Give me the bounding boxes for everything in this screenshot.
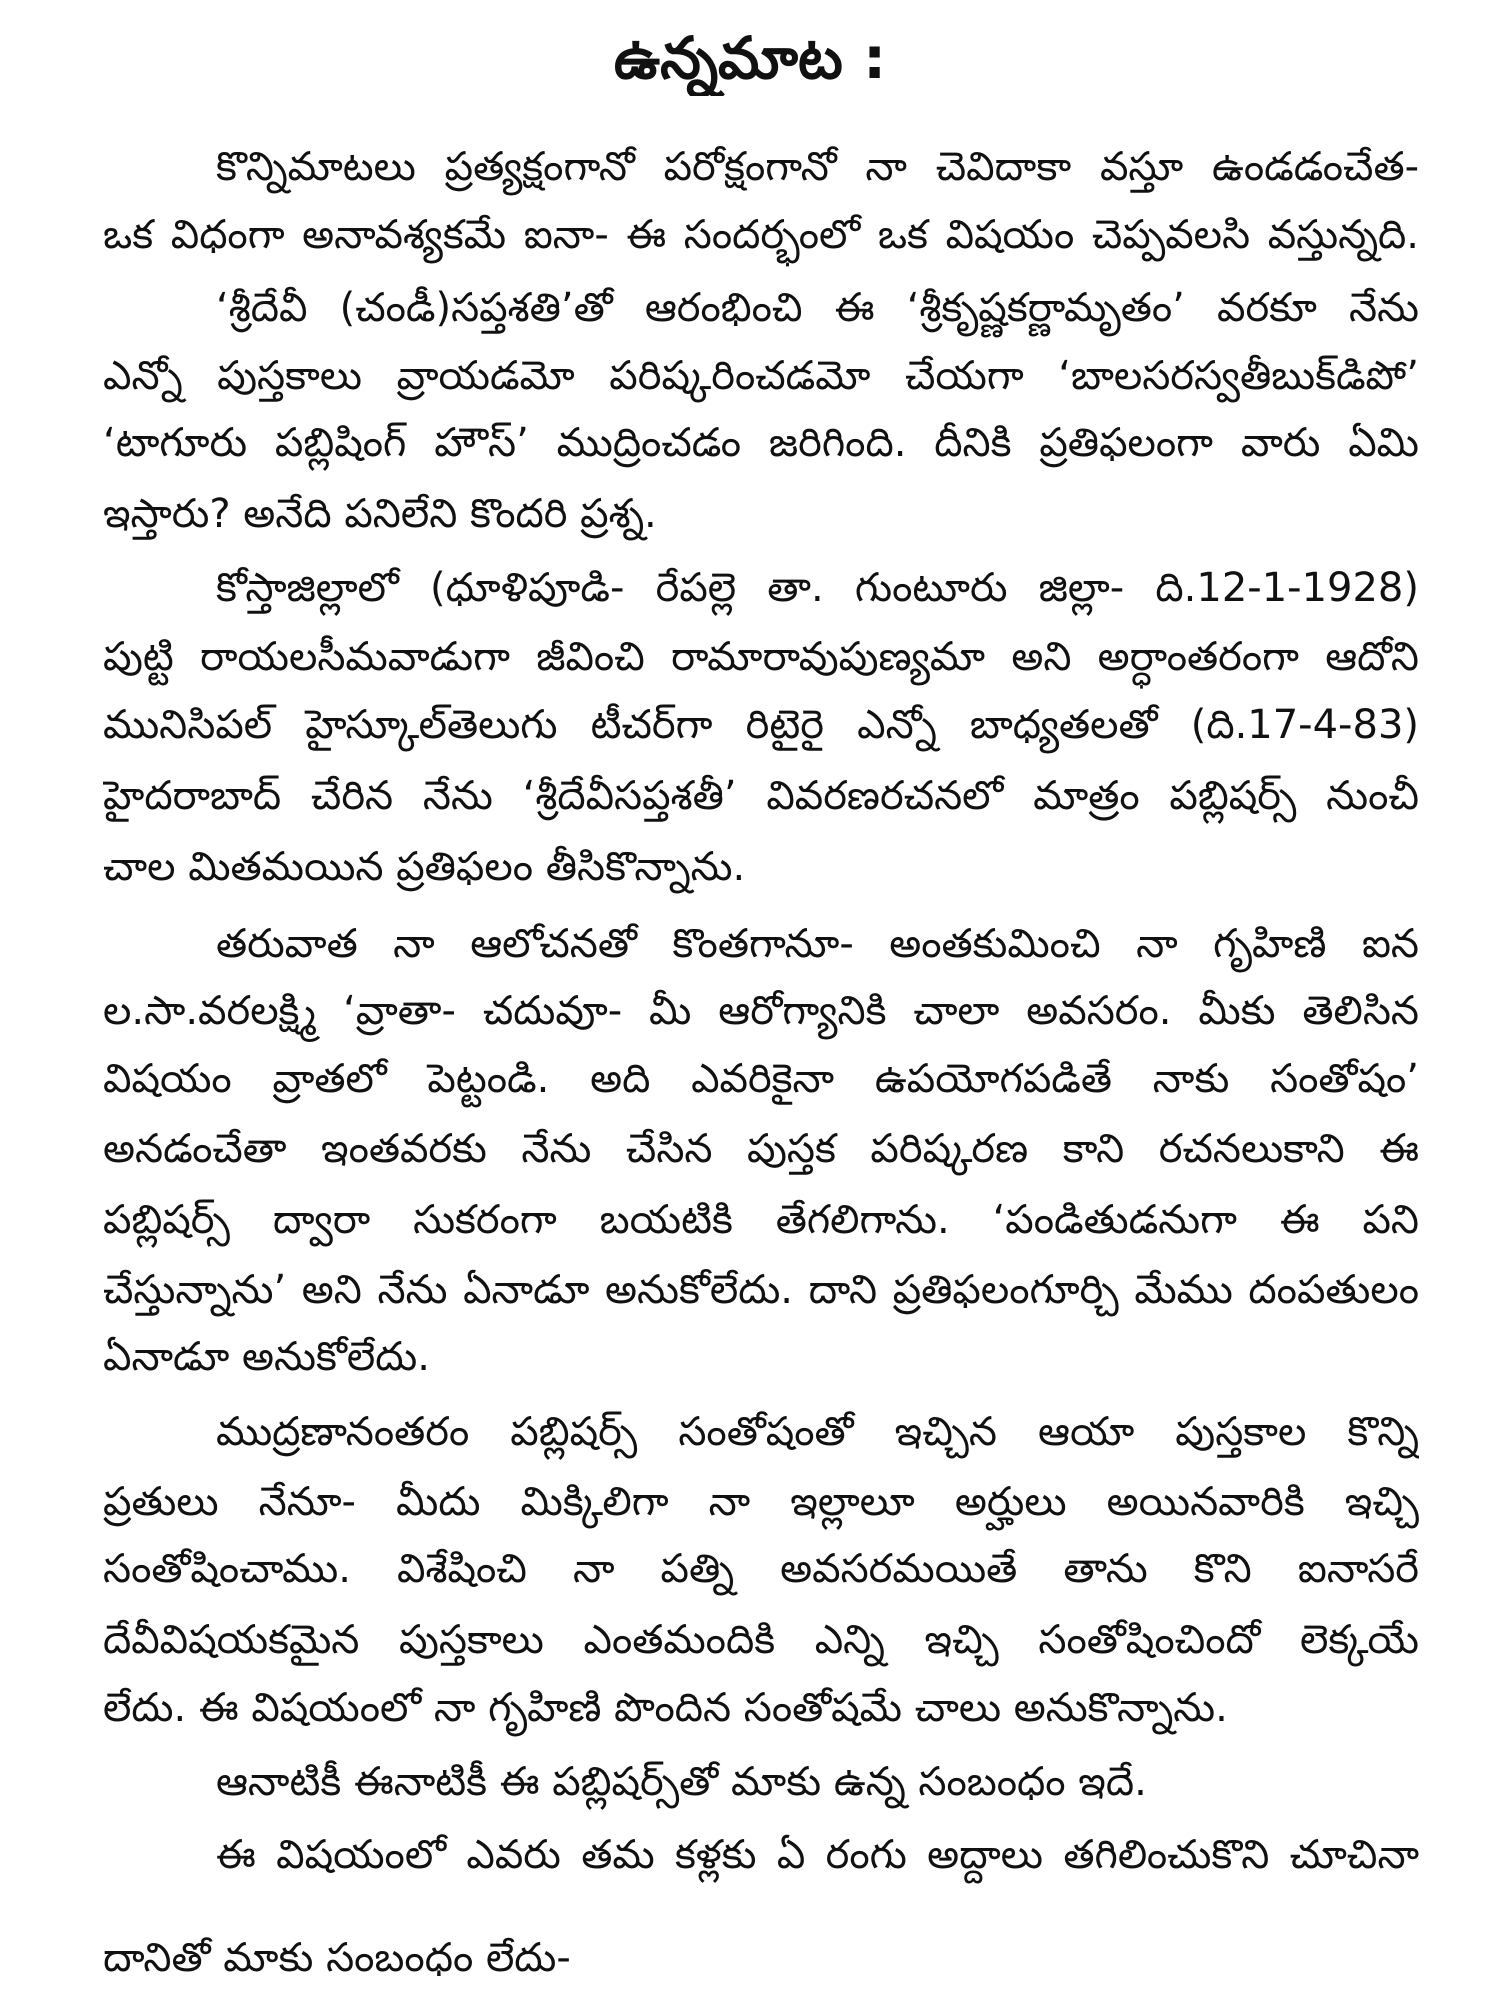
text-line: తరువాత నా ఆలోచనతో కొంతగానూ- అంతకుమించి నా గృహిణి ఐన bbox=[216, 921, 1419, 967]
text-line: హైదరాబాద్ చేరిన నేను ‘శ్రీదేవీసప్తశతీ’ వివరణరచనలో మాత్రం పబ్లిషర్స్ నుంచీ bbox=[103, 773, 1419, 819]
text-line: ప్రతులు నేనూ- మీదు మిక్కిలిగా నా ఇల్లాలూ అర్హులు అయినవారికి ఇచ్చి bbox=[103, 1479, 1419, 1525]
text-line: ఒక విధంగా అనావశ్యకమే ఐనా- ఈ సందర్భంలో ఒక విషయం చెప్పవలసి వస్తున్నది. bbox=[103, 212, 1419, 258]
text-line: ‘టాగూరు పబ్లిషింగ్ హౌస్’ ముద్రించడం జరిగింది. దీనికి ప్రతిఫలంగా వారు ఏమి bbox=[103, 420, 1419, 466]
text-line: కోస్తాజిల్లాలో (ధూళిపూడి- రేపల్లె తా. గుంటూరు జిల్లా- ది.12-1-1928) bbox=[216, 565, 1419, 611]
text-line: దేవీవిషయకమైన పుస్తకాలు ఎంతమందికి ఎన్ని ఇచ్చి సంతోషించిందో లెక్కయే bbox=[103, 1617, 1419, 1663]
text-line: పబ్లిషర్స్ ద్వారా సుకరంగా బయటికి తేగలిగాను. ‘పండితుడనుగా ఈ పని bbox=[103, 1197, 1419, 1243]
text-line: ల.సా.వరలక్ష్మి ‘వ్రాతా- చదువూ- మీ ఆరోగ్యానికి చాలా అవసరం. మీకు తెలిసిన bbox=[103, 988, 1419, 1034]
text-line: ఏనాడూ అనుకోలేదు. bbox=[103, 1334, 430, 1380]
text-line: పుట్టి రాయలసీమవాడుగా జీవించి రామారావుపుణ్యమా అని అర్ధాంతరంగా ఆదోని bbox=[103, 634, 1419, 680]
text-line: ముద్రణానంతరం పబ్లిషర్స్ సంతోషంతో ఇచ్చిన ఆయా పుస్తకాల కొన్ని bbox=[216, 1409, 1419, 1455]
text-line: విషయం వ్రాతలో పెట్టండి. అది ఎవరికైనా ఉపయోగపడితే నాకు సంతోషం’ bbox=[103, 1056, 1419, 1102]
text-line: మునిసిపల్ హైస్కూల్‌తెలుగు టీచర్‌గా రిటైరై ఎన్నో బాధ్యతలతో (ది.17-4-83) bbox=[103, 702, 1419, 748]
text-line: చేస్తున్నాను’ అని నేను ఏనాడూ అనుకోలేదు. దాని ప్రతిఫలంగూర్చి మేము దంపతులం bbox=[103, 1267, 1419, 1313]
page-title: ఉన్నమాట : bbox=[613, 24, 887, 92]
text-line: దానితో మాకు సంబంధం లేదు- bbox=[103, 1935, 571, 1981]
text-line: సంతోషించాము. విశేషించి నా పత్ని అవసరమయితే తాను కొని ఐనాసరే bbox=[103, 1546, 1419, 1592]
text-line: ఎన్నో పుస్తకాలు వ్రాయడమో పరిష్కరించడమో చేయగా ‘బాలసరస్వతీబుక్‌డిపో’ bbox=[103, 353, 1419, 399]
text-line: ఆనాటికీ ఈనాటికీ ఈ పబ్లిషర్స్‌తో మాకు ఉన్న సంబంధం ఇదే. bbox=[216, 1759, 1147, 1805]
text-line: లేదు. ఈ విషయంలో నా గృహిణి పొందిన సంతోషమే చాలు అనుకొన్నాను. bbox=[103, 1685, 1228, 1731]
text-line: ఇస్తారు? అనేది పనిలేని కొందరి ప్రశ్న. bbox=[103, 491, 657, 537]
text-line: అనడంచేతా ఇంతవరకు నేను చేసిన పుస్తక పరిష్కరణ కాని రచనలుకాని ఈ bbox=[103, 1126, 1419, 1172]
text-line: కొన్నిమాటలు ప్రత్యక్షంగానో పరోక్షంగానో నా చెవిదాకా వస్తూ ఉండడంచేత- bbox=[216, 144, 1419, 190]
text-line: చాల మితమయిన ప్రతిఫలం తీసికొన్నాను. bbox=[103, 844, 746, 890]
text-line: ఈ విషయంలో ఎవరు తమ కళ్లకు ఏ రంగు అద్దాలు తగిలించుకొని చూచినా bbox=[216, 1832, 1419, 1878]
text-line: ‘శ్రీదేవీ (చండీ)సప్తశతి’తో ఆరంభించి ఈ ‘శ్రీకృష్ణకర్ణామృతం’ వరకూ నేను bbox=[216, 285, 1419, 331]
